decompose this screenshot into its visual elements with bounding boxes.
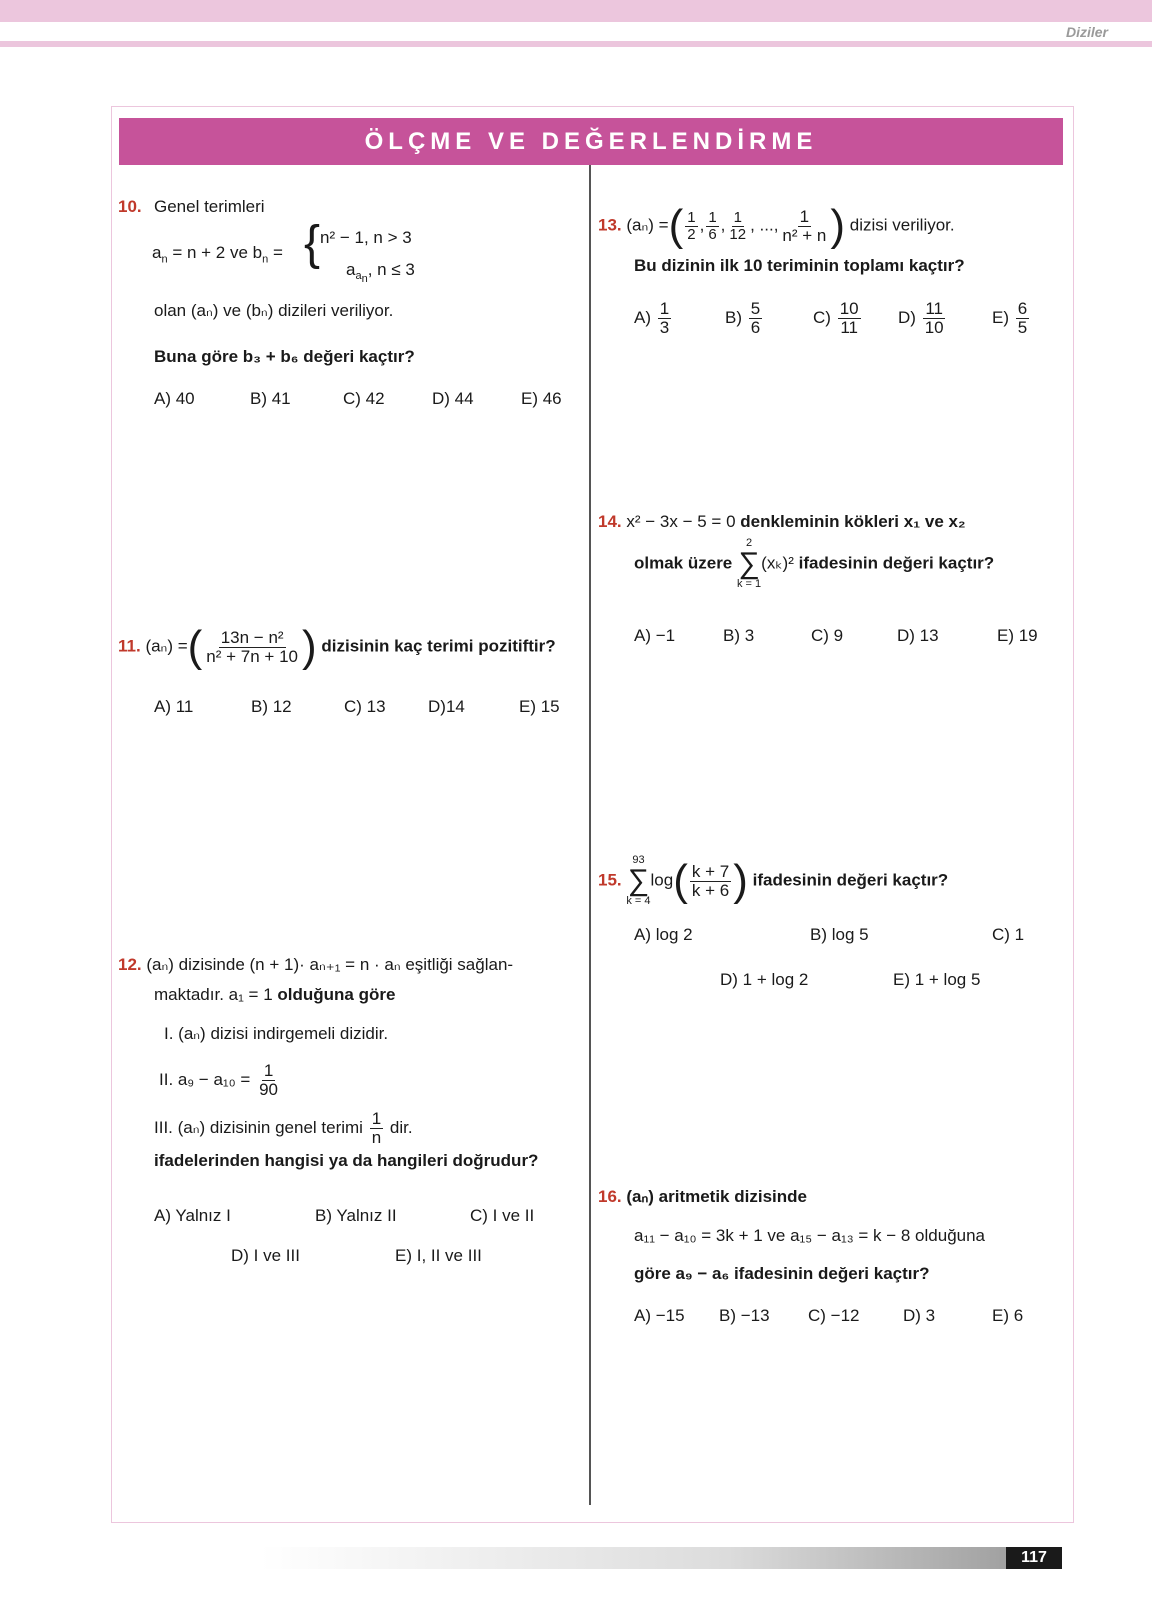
q12-option-c[interactable]: C) I ve II <box>470 1206 535 1225</box>
q12-statement-2: II. a₉ − a₁₀ = $\frac{1}{90}$ <box>159 1061 279 1099</box>
q16-option-c[interactable]: C) −12 <box>808 1306 860 1325</box>
q11-option-c[interactable]: C) 13 <box>344 697 386 716</box>
q10-option-e[interactable]: E) 46 <box>521 389 562 408</box>
q12-statement-1: I. (aₙ) dizisi indirgemeli dizidir. <box>164 1024 389 1043</box>
q15-number: 15. <box>598 870 622 890</box>
q12-option-b[interactable]: B) Yalnız II <box>315 1206 397 1225</box>
q13-option-c[interactable]: C) $\frac{10}{11}$ <box>813 299 859 337</box>
q11-option-d[interactable]: D)14 <box>428 697 465 716</box>
q10-question: Buna göre b₃ + b₆ değeri kaçtır? <box>154 347 415 366</box>
q15-option-e[interactable]: E) 1 + log 5 <box>893 970 981 989</box>
q15-option-d[interactable]: D) 1 + log 2 <box>720 970 809 989</box>
q14-line2: olmak üzere 2 ∑ k = 1 (xₖ)² ifadesinin değeri kaçtır? <box>634 537 995 590</box>
q15-line: 15. 93 ∑ k = 4 log( $\frac{k + 7}{k + 6}$ ) ifadesinin değeri kaçtır? <box>598 854 949 907</box>
q10-option-d[interactable]: D) 44 <box>432 389 474 408</box>
q15-option-a[interactable]: A) log 2 <box>634 925 693 944</box>
q13-option-b[interactable]: B) $\frac{5}{6}$ <box>725 299 761 337</box>
q16-option-a[interactable]: A) −15 <box>634 1306 685 1325</box>
q10-line2: olan (aₙ) ve (bₙ) dizileri veriliyor. <box>154 301 394 320</box>
q12-option-a[interactable]: A) Yalnız I <box>154 1206 231 1225</box>
q14-option-e[interactable]: E) 19 <box>997 626 1038 645</box>
q11-option-b[interactable]: B) 12 <box>251 697 292 716</box>
q10-number: 10. <box>118 197 142 216</box>
q14-option-a[interactable]: A) −1 <box>634 626 676 645</box>
q11-denominator: n² + 7n + 10 <box>206 646 298 666</box>
footer-gradient-bar <box>260 1547 1040 1569</box>
page-number: 117 <box>1006 1547 1062 1569</box>
q10-option-a[interactable]: A) 40 <box>154 389 195 408</box>
q12-number: 12. <box>118 955 142 974</box>
q12-line2: maktadır. a₁ = 1 olduğuna göre <box>154 985 396 1004</box>
q13-number: 13. <box>598 215 622 235</box>
q10-case1: n² − 1, n > 3 <box>320 228 412 247</box>
q11-seq: (aₙ) = <box>145 636 188 656</box>
q15-option-c[interactable]: C) 1 <box>992 925 1025 944</box>
column-divider <box>589 165 591 1505</box>
q13-option-a[interactable]: A) $\frac{1}{3}$ <box>634 299 670 337</box>
q16-line1: 16. (aₙ) aritmetik dizisinde <box>598 1187 807 1206</box>
q11-option-a[interactable]: A) 11 <box>154 697 194 716</box>
q12-question: ifadelerinden hangisi ya da hangileri doğrudur? <box>154 1151 539 1170</box>
q16-number: 16. <box>598 1187 622 1206</box>
top-decorative-band <box>0 0 1152 22</box>
q12-statement-3: III. (aₙ) dizisinin genel terimi $\frac{1}{n}$ dir. <box>154 1109 413 1147</box>
q16-option-b[interactable]: B) −13 <box>719 1306 770 1325</box>
sigma-icon: 2 ∑ k = 1 <box>737 537 762 590</box>
q11-option-e[interactable]: E) 15 <box>519 697 560 716</box>
q14-line1: 14. x² − 3x − 5 = 0 denkleminin kökleri x₁ ve x₂ <box>598 512 966 531</box>
q14-number: 14. <box>598 512 622 531</box>
q10-definition: $a_n = n + 2$ ve $b_n$ = <box>152 243 283 266</box>
q11-numerator: 13n − n² <box>220 627 284 647</box>
q13-option-d[interactable]: D) $\frac{11}{10}$ <box>898 299 944 337</box>
q14-option-c[interactable]: C) 9 <box>811 626 844 645</box>
sigma-icon: 93 ∑ k = 4 <box>626 854 651 907</box>
q11-number: 11. <box>118 636 141 656</box>
q15-option-b[interactable]: B) log 5 <box>810 925 869 944</box>
q11-question: dizisinin kaç terimi pozitiftir? <box>321 636 556 656</box>
page-title: ÖLÇME VE DEĞERLENDİRME <box>119 118 1063 165</box>
q13-line: 13. (aₙ) =( $\frac{1}{2}$ , $\frac{1}{6}$ , $\frac{1}{12}$ , ..., $\frac{1}{\text{n² + n}}$ ) dizisi veriliyor. <box>598 201 955 250</box>
q10-case2: $a_{a_n}$, n ≤ 3 <box>346 260 415 286</box>
q14-option-d[interactable]: D) 13 <box>897 626 939 645</box>
q16-option-e[interactable]: E) 6 <box>992 1306 1024 1325</box>
q10-intro: Genel terimleri <box>154 197 265 216</box>
q10-brace: { <box>304 217 321 270</box>
q16-line2: a₁₁ − a₁₀ = 3k + 1 ve a₁₅ − a₁₃ = k − 8 olduğuna <box>634 1226 986 1245</box>
q14-option-b[interactable]: B) 3 <box>723 626 755 645</box>
top-decorative-line <box>0 41 1152 47</box>
section-tag: Diziler <box>1065 24 1108 40</box>
q10-option-b[interactable]: B) 41 <box>250 389 291 408</box>
q12-option-d[interactable]: D) I ve III <box>231 1246 300 1265</box>
q16-option-d[interactable]: D) 3 <box>903 1306 936 1325</box>
q12-option-e[interactable]: E) I, II ve III <box>395 1246 482 1265</box>
q11-line: 11. (aₙ) =( $\frac{\text{13n − n²}}{\text{n² + 7n + 10}}$ ) dizisinin kaç terimi pozitiftir? <box>118 622 556 671</box>
q13-question: Bu dizinin ilk 10 teriminin toplamı kaçtır? <box>634 256 965 275</box>
q13-option-e[interactable]: E) $\frac{6}{5}$ <box>992 299 1028 337</box>
q16-line3: göre a₉ − a₆ ifadesinin değeri kaçtır? <box>634 1264 930 1283</box>
q12-line1: 12. (aₙ) dizisinde (n + 1)· aₙ₊₁ = n · aₙ eşitliği sağlan- <box>118 955 514 974</box>
q10-option-c[interactable]: C) 42 <box>343 389 385 408</box>
